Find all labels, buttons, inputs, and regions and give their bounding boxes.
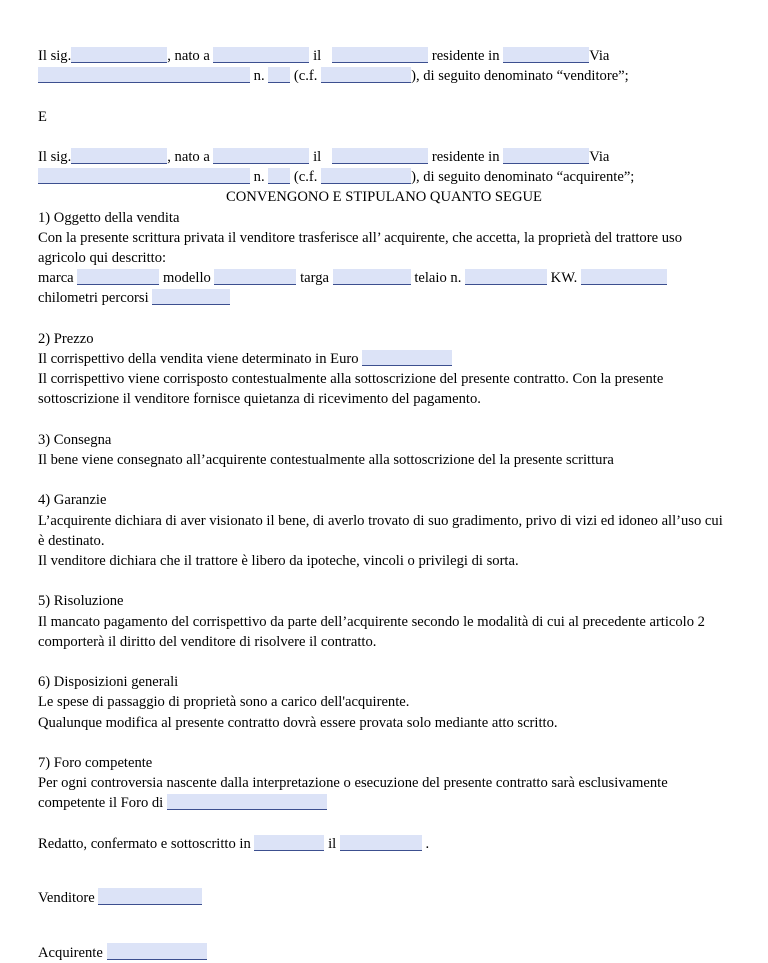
- modello-blank[interactable]: [214, 269, 296, 285]
- spacer: [38, 908, 730, 928]
- seller-street-number-blank[interactable]: [268, 67, 290, 83]
- buyer-date-label: il: [313, 148, 322, 165]
- section-2-price-line: [38, 349, 730, 369]
- buyer-street-number-blank[interactable]: [268, 168, 290, 184]
- seller-birthdate-blank[interactable]: [332, 47, 428, 63]
- section-5-title: 5) Risoluzione: [38, 593, 124, 610]
- buyer-via-label: Via: [589, 148, 610, 165]
- signature-buyer-label: Acquirente: [38, 944, 103, 961]
- foro-blank[interactable]: [167, 794, 327, 810]
- section-4-body-1: L’acquirente dichiara di aver visionato il bene, di averlo trovato di suo gradimento, privo di vizi ed idoneo all’uso cui è destinato.: [38, 512, 723, 549]
- buyer-denomination-label: ), di seguito denominato “acquirente”;: [411, 169, 635, 186]
- section-2-body: Il corrispettivo viene corrisposto contestualmente alla sottoscrizione del presente contratto. Con la presente sottoscrizione il venditore fornisce quietanza di ricevimento del pagamento.: [38, 371, 664, 408]
- seller-line-1: [38, 46, 730, 66]
- section-3-body: Il bene viene consegnato all’acquirente contestualmente alla sottoscrizione del la presente scrittura: [38, 452, 614, 468]
- seller-residence-blank[interactable]: [503, 47, 589, 63]
- seller-street-blank[interactable]: [38, 67, 250, 83]
- spacer: [38, 814, 730, 834]
- seller-born-label: , nato a: [167, 48, 210, 64]
- buyer-line-1: [38, 147, 730, 167]
- section-7-title: 7) Foro competente: [38, 754, 153, 771]
- buyer-birthplace-blank[interactable]: [213, 148, 309, 164]
- section-6-body-1: Le spese di passaggio di proprietà sono a carico dell'acquirente.: [38, 694, 410, 711]
- seller-denomination-label: ), di seguito denominato “venditore”;: [411, 68, 629, 85]
- seller-residence-label: residente in: [431, 48, 500, 64]
- spacer: [38, 854, 730, 874]
- buyer-fiscal-code-blank[interactable]: [321, 168, 411, 184]
- seller-number-label: n.: [253, 68, 265, 85]
- buyer-birthdate-blank[interactable]: [332, 148, 428, 164]
- spacer: [38, 309, 730, 329]
- label-redatto: Redatto, confermato e sottoscritto in: [38, 835, 251, 852]
- section-1-km-line: [38, 288, 730, 308]
- section-4-title: 4) Garanzie: [38, 492, 107, 509]
- closing-line: [38, 834, 730, 854]
- seller-sig-label: Il sig.: [38, 48, 72, 64]
- spacer: [38, 127, 730, 147]
- buyer-number-label: n.: [253, 169, 265, 186]
- section-4-body-2: Il venditore dichiara che il trattore è libero da ipoteche, vincoli o privilegi di sorta.: [38, 553, 519, 569]
- section-1-title: 1) Oggetto della vendita: [38, 209, 180, 226]
- seller-date-label: il: [313, 48, 322, 64]
- prezzo-blank[interactable]: [362, 350, 452, 366]
- seller-party-block: [38, 46, 730, 86]
- section-6-body-2: Qualunque modifica al presente contratto dovrà essere provata solo mediante atto scritto.: [38, 714, 558, 731]
- seller-fiscal-code-blank[interactable]: [321, 67, 411, 83]
- seller-name-blank[interactable]: [71, 47, 167, 63]
- document-body: [38, 46, 730, 963]
- kw-blank[interactable]: [581, 269, 667, 285]
- spacer: [38, 929, 730, 943]
- luogo-blank[interactable]: [254, 835, 324, 851]
- telaio-blank[interactable]: [465, 269, 547, 285]
- buyer-sig-label: Il sig.: [38, 148, 72, 165]
- signature-seller-blank[interactable]: [98, 888, 202, 905]
- signature-buyer-blank[interactable]: [107, 943, 207, 960]
- label-chilometri: chilometri percorsi: [38, 290, 149, 307]
- buyer-party-block: [38, 147, 730, 187]
- label-telaio: telaio n.: [414, 270, 462, 287]
- spacer: [38, 86, 730, 106]
- buyer-line-2: [38, 167, 730, 187]
- data-blank[interactable]: [340, 835, 422, 851]
- buyer-residence-label: residente in: [431, 148, 500, 165]
- spacer: [38, 470, 730, 490]
- closing-period: .: [425, 835, 430, 852]
- spacer: [38, 571, 730, 591]
- label-marca: marca: [38, 270, 74, 287]
- buyer-born-label: , nato a: [167, 148, 210, 165]
- seller-line-2: [38, 66, 730, 86]
- buyer-residence-blank[interactable]: [503, 148, 589, 164]
- spacer: [38, 652, 730, 672]
- spacer: [38, 410, 730, 430]
- chilometri-blank[interactable]: [152, 289, 230, 305]
- label-modello: modello: [162, 270, 211, 287]
- section-1-vehicle-line: [38, 268, 730, 288]
- signature-seller-label: Venditore: [38, 890, 95, 907]
- conjunction-e: E: [38, 108, 47, 125]
- buyer-street-blank[interactable]: [38, 168, 250, 184]
- seller-cf-label: (c.f.: [293, 68, 318, 85]
- signature-seller-line: [38, 888, 730, 908]
- spacer: [38, 733, 730, 753]
- label-corrispettivo: Il corrispettivo della vendita viene determinato in Euro: [38, 351, 359, 367]
- agreement-heading: CONVENGONO E STIPULANO QUANTO SEGUE: [226, 189, 542, 206]
- section-1-body: Con la presente scrittura privata il venditore trasferisce all’ acquirente, che accetta, la proprietà del trattore uso agricolo qui descritto:: [38, 229, 682, 266]
- section-7-body: [38, 773, 730, 813]
- label-kw: KW.: [550, 270, 578, 287]
- section-3-title: 3) Consegna: [38, 431, 112, 448]
- seller-birthplace-blank[interactable]: [213, 47, 309, 63]
- marca-blank[interactable]: [77, 269, 159, 285]
- label-targa: targa: [300, 270, 330, 287]
- section-7-text: Per ogni controversia nascente dalla interpretazione o esecuzione del presente contratto sarà esclusivamente competente il Foro di: [38, 775, 668, 812]
- targa-blank[interactable]: [333, 269, 411, 285]
- section-2-title: 2) Prezzo: [38, 330, 94, 347]
- spacer: [38, 874, 730, 888]
- section-6-title: 6) Disposizioni generali: [38, 674, 179, 691]
- buyer-name-blank[interactable]: [71, 148, 167, 164]
- section-5-body: Il mancato pagamento del corrispettivo da parte dell’acquirente secondo le modalità di cui al precedente articolo 2 comporterà il diritto del venditore di risolvere il contratto.: [38, 613, 705, 650]
- seller-via-label: Via: [589, 48, 610, 64]
- buyer-cf-label: (c.f.: [293, 169, 318, 186]
- label-redatto-il: il: [328, 835, 337, 852]
